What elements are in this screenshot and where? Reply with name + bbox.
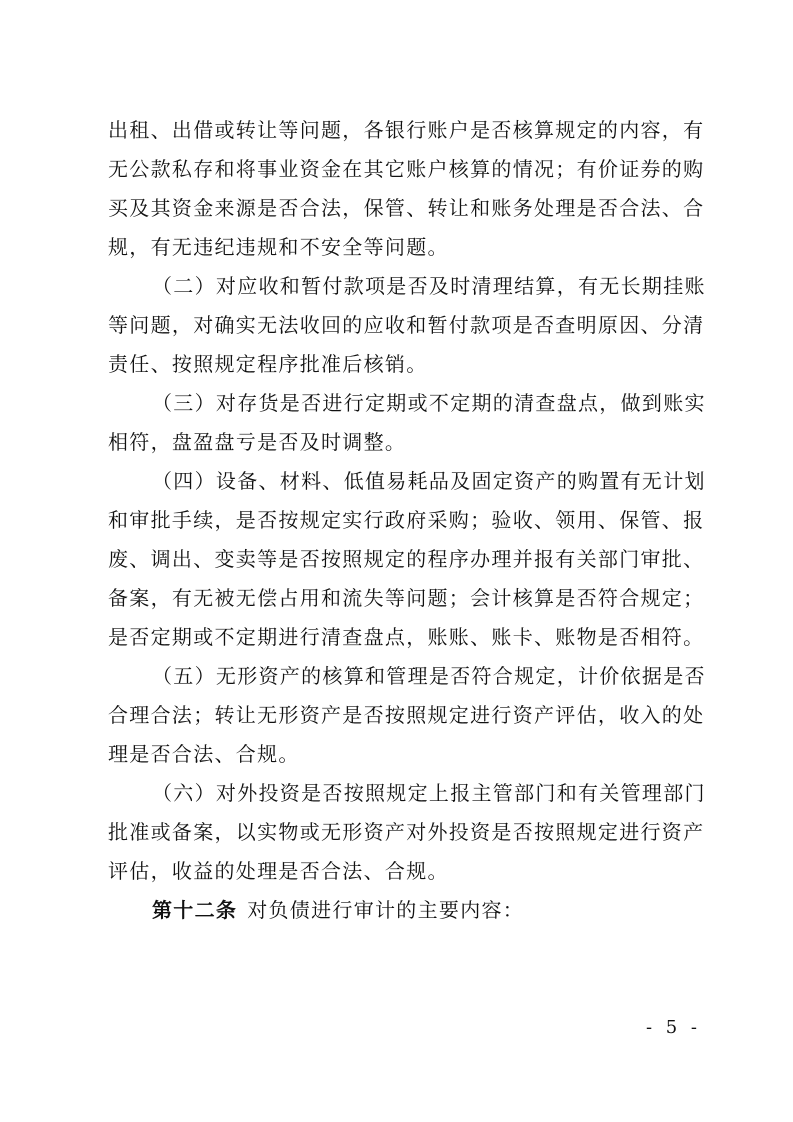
- text-line: 理是否合法、合规。: [108, 742, 300, 766]
- article-heading-line: [152, 894, 700, 926]
- text-line: （二）对应收和暂付款项是否及时清理结算，有无长期挂账: [152, 274, 706, 298]
- text-line: 相符，盘盈盘亏是否及时调整。: [108, 430, 407, 454]
- text-line: 买及其资金来源是否合法，保管、转让和账务处理是否合法、合: [108, 196, 705, 220]
- text-line: （六）对外投资是否按照规定上报主管部门和有关管理部门: [152, 781, 706, 805]
- text-line: 批准或备案，以实物或无形资产对外投资是否按照规定进行资产: [108, 820, 705, 844]
- text-line: 备案，有无被无偿占用和流失等问题；会计核算是否符合规定；: [108, 586, 705, 610]
- text-line: 规，有无违纪违规和不安全等问题。: [108, 235, 449, 259]
- text-line: 出租、出借或转让等问题，各银行账户是否核算规定的内容，有: [108, 118, 705, 142]
- text-line: 评估，收益的处理是否合法、合规。: [108, 859, 449, 883]
- text-line: 责任、按照规定程序批准后核销。: [108, 352, 428, 376]
- text-line: 和审批手续，是否按规定实行政府采购；验收、领用、保管、报: [108, 508, 705, 532]
- text-line: 合理合法；转让无形资产是否按照规定进行资产评估，收入的处: [108, 703, 705, 727]
- page-number: - 5 -: [645, 1017, 701, 1038]
- article-text: 对负债进行审计的主要内容：: [247, 898, 525, 922]
- text-line: 是否定期或不定期进行清查盘点，账账、账卡、账物是否相符。: [108, 625, 705, 649]
- text-line: （四）设备、材料、低值易耗品及固定资产的购置有无计划: [152, 469, 706, 493]
- text-line: （五）无形资产的核算和管理是否符合规定，计价依据是否: [152, 664, 706, 688]
- text-line: （三）对存货是否进行定期或不定期的清查盘点，做到账实: [152, 391, 706, 415]
- text-line: 无公款私存和将事业资金在其它账户核算的情况；有价证券的购: [108, 157, 705, 181]
- article-number: 第十二条: [152, 898, 238, 922]
- text-line: 等问题，对确实无法收回的应收和暂付款项是否查明原因、分清: [108, 313, 705, 337]
- text-line: 废、调出、变卖等是否按照规定的程序办理并报有关部门审批、: [108, 547, 705, 571]
